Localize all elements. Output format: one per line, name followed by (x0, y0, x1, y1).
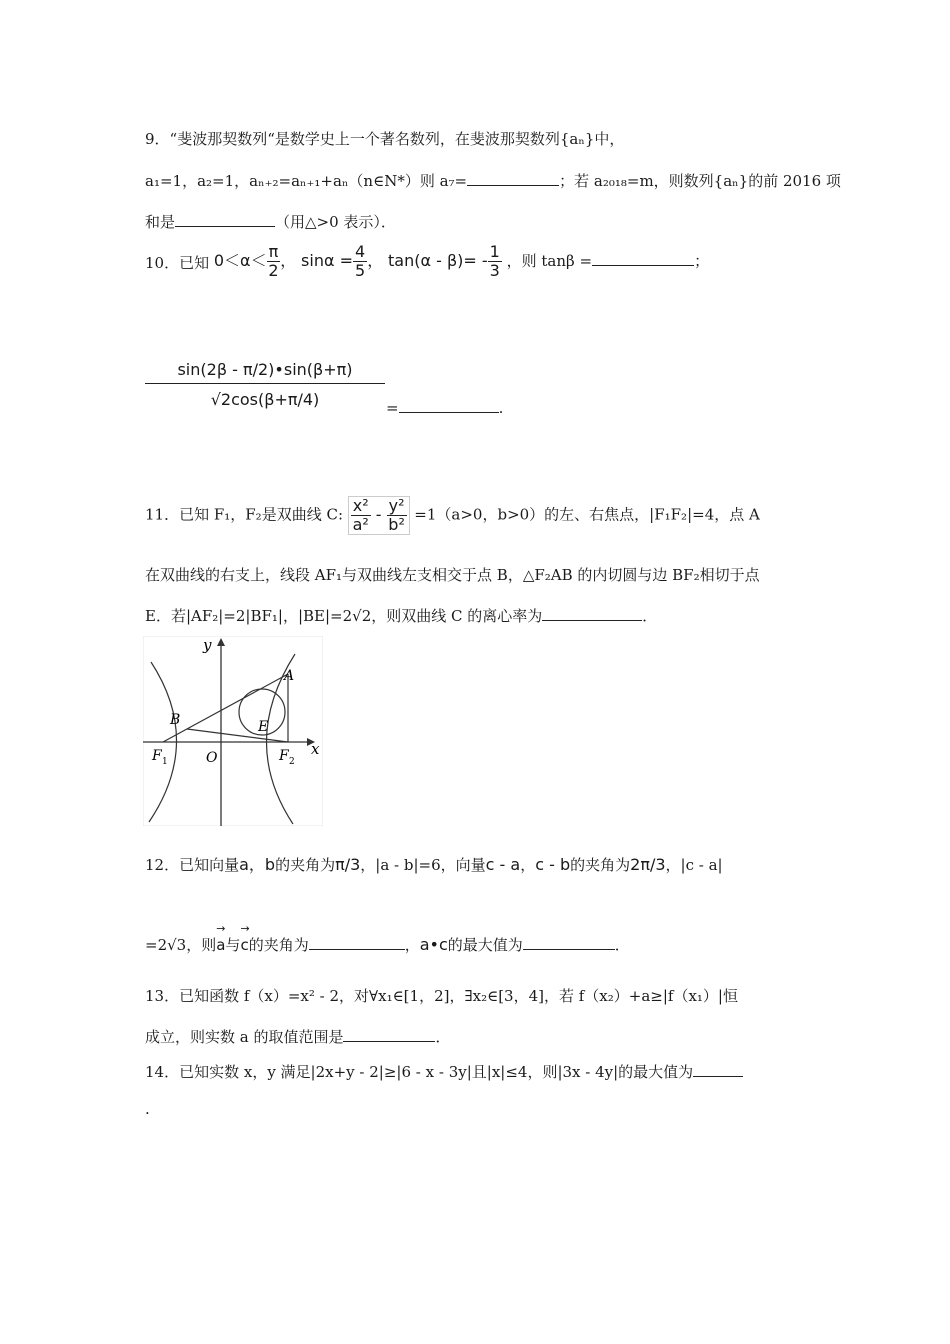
q12-angle-2pi3: 2π/3 (630, 855, 666, 874)
q12-dot-product: a•c (419, 935, 448, 954)
q9-answer-blank-2[interactable] (175, 212, 275, 227)
q11-text-3a: E．若|AF₂|=2|BF₁|，|BE|=2√2，则双曲线 C 的离心率为 (145, 607, 543, 625)
q9-text-1: 9．“斐波那契数列“是数学史上一个著名数列，在斐波那契数列{aₙ}中， (145, 130, 625, 148)
q11-text-2: 在双曲线的右支上，线段 AF₁与双曲线左支相交于点 B，△F₂AB 的内切圆与边 BF₂相切于点 (145, 566, 760, 584)
q10-tan-label: tan(α - β)= - (388, 251, 488, 270)
q10-num-1: 1 (489, 242, 500, 261)
q14-text-1: 14．已知实数 x，y 满足|2x+y - 2|≥|6 - x - 3y|且|x|≤4，则|3x - 4y|的最大值为 (145, 1063, 694, 1081)
q10-line1 (145, 243, 709, 280)
q10-answer-blank-2[interactable] (399, 398, 499, 413)
q14-line2 (145, 1100, 150, 1118)
q12-text-1e: ，|c - a| (665, 856, 723, 874)
q11-frac-x: x² (352, 496, 369, 515)
q14-answer-blank[interactable] (693, 1062, 743, 1077)
label-y: y (203, 636, 212, 654)
q12-vector-c: → c (240, 936, 248, 954)
q10-expr-numerator: sin(2β - π/2)•sin(β+π) (145, 360, 385, 384)
q12-text-1c: ，|a - b|=6，向量 (360, 856, 486, 874)
q10-pi: π (268, 242, 279, 261)
q10-equals: = (386, 399, 399, 417)
q12-vector-a: → a (216, 936, 225, 954)
q10-num-4: 4 (355, 242, 366, 261)
q12-text-1d: 的夹角为 (570, 856, 631, 874)
q12-text-2a: =2√3，则 (145, 936, 217, 954)
q9-answer-blank-1[interactable] (467, 171, 559, 186)
q11-text-3b: ． (642, 607, 658, 625)
q14-text-2: . (145, 1100, 150, 1118)
q12-line2: =2√3，则→ a与→ c的夹角为 ，a•c的最大值为 ． (145, 934, 630, 955)
q10-prefix: 10．已知 (145, 254, 210, 272)
q10-answer-blank-1[interactable] (592, 251, 694, 266)
q10-semicolon: ； (694, 252, 710, 270)
q11-hyperbola-formula: $\frac{\text{x²}}{\text{a²}}$ - $\frac{\text{y²}}{\text{b²}}$ (348, 496, 410, 535)
q12-answer-blank-1[interactable] (309, 935, 405, 950)
q9-text-3b: （用△>0 表示）． (275, 213, 396, 231)
q9-line2 (145, 170, 841, 191)
label-f2-sub: 2 (289, 757, 295, 767)
q11-line3 (145, 605, 657, 626)
label-a: A (284, 668, 295, 684)
label-o: O (206, 750, 218, 766)
q12-and: 与 (225, 936, 241, 954)
q12-vector-ca: c - a (485, 855, 521, 874)
q12-angle-pi3: π/3 (335, 855, 361, 874)
q10-den-5: 5 (355, 261, 366, 280)
q9-text-2b: ；若 a₂₀₁₈=m，则数列{aₙ}的前 2016 项 (559, 172, 841, 190)
label-f1-sub: 1 (162, 757, 168, 767)
q10-expr-denominator: √2cos(β+π/4) (210, 390, 320, 409)
q10-suffix: ，则 tanβ = (506, 252, 593, 270)
q11-text-1b: =1（a>0，b>0）的左、右焦点，|F₁F₂|=4，点 A (414, 505, 760, 524)
q11-answer-blank[interactable] (542, 606, 642, 621)
hyperbola-figure (143, 636, 323, 826)
q11-frac-a: a² (352, 515, 369, 534)
q10-condition-2: sinα = $\frac{4}{5}$ ， (301, 242, 384, 280)
q9-line3 (145, 211, 396, 232)
q12-text-1b: 的夹角为 (275, 856, 336, 874)
q9-line1 (145, 128, 624, 149)
q10-end: . (498, 399, 504, 417)
q14-line1 (145, 1061, 743, 1082)
q13-line2 (145, 1026, 451, 1047)
q9-text-2a: a₁=1，a₂=1，aₙ₊₂=aₙ₊₁+aₙ（n∈N*）则 a₇= (145, 172, 468, 190)
q12-end: ． (614, 936, 630, 954)
q12-line1: 12．已知向量a，b的夹角为π/3，|a - b|=6，向量c - a，c - b的夹角为2π/3，|c - a| (145, 855, 723, 874)
q13-text-2b: ． (435, 1028, 451, 1046)
q10-line2-tail (386, 398, 503, 417)
q11-text-1a: 11．已知 F₁，F₂是双曲线 C: (145, 505, 343, 524)
q10-den-3: 3 (489, 261, 500, 280)
q11-line2 (145, 564, 760, 585)
q13-text-2a: 成立，则实数 a 的取值范围是 (145, 1028, 344, 1046)
figure-frame (143, 636, 323, 826)
q10-cond1: 0＜α＜ (213, 251, 267, 270)
label-b: B (170, 712, 181, 728)
q10-condition-3 (388, 242, 502, 280)
q12-text-2c: 的最大值为 (447, 936, 523, 954)
label-e: E (258, 719, 269, 735)
q10-condition-1: 0＜α＜ $\frac{\pi}{2}$ ， (213, 242, 297, 280)
q12-vectors-ab: a，b (239, 855, 276, 874)
q13-text-1: 13．已知函数 f（x）=x² - 2，对∀x₁∈[1，2]，∃x₂∈[3，4]，若 f（x₂）+a≥|f（x₁）|恒 (145, 987, 738, 1005)
q11-line1 (145, 496, 760, 535)
q12-vector-cb: c - b (535, 855, 571, 874)
q10-expression (145, 360, 385, 409)
q11-frac-y: y² (388, 496, 405, 515)
q12-answer-blank-2[interactable] (523, 935, 615, 950)
q9-text-3a: 和是 (145, 213, 176, 231)
q12-text-2b: 的夹角为 (248, 936, 309, 954)
q10-sin-label: sinα = (301, 251, 354, 270)
q12-text-1a: 12．已知向量 (145, 856, 240, 874)
q13-line1 (145, 985, 738, 1006)
label-x: x (311, 740, 320, 758)
q10-two: 2 (268, 261, 279, 280)
label-f1: F (152, 748, 162, 764)
label-f2: F (279, 748, 289, 764)
q11-frac-b: b² (388, 515, 405, 534)
q13-answer-blank[interactable] (343, 1027, 435, 1042)
